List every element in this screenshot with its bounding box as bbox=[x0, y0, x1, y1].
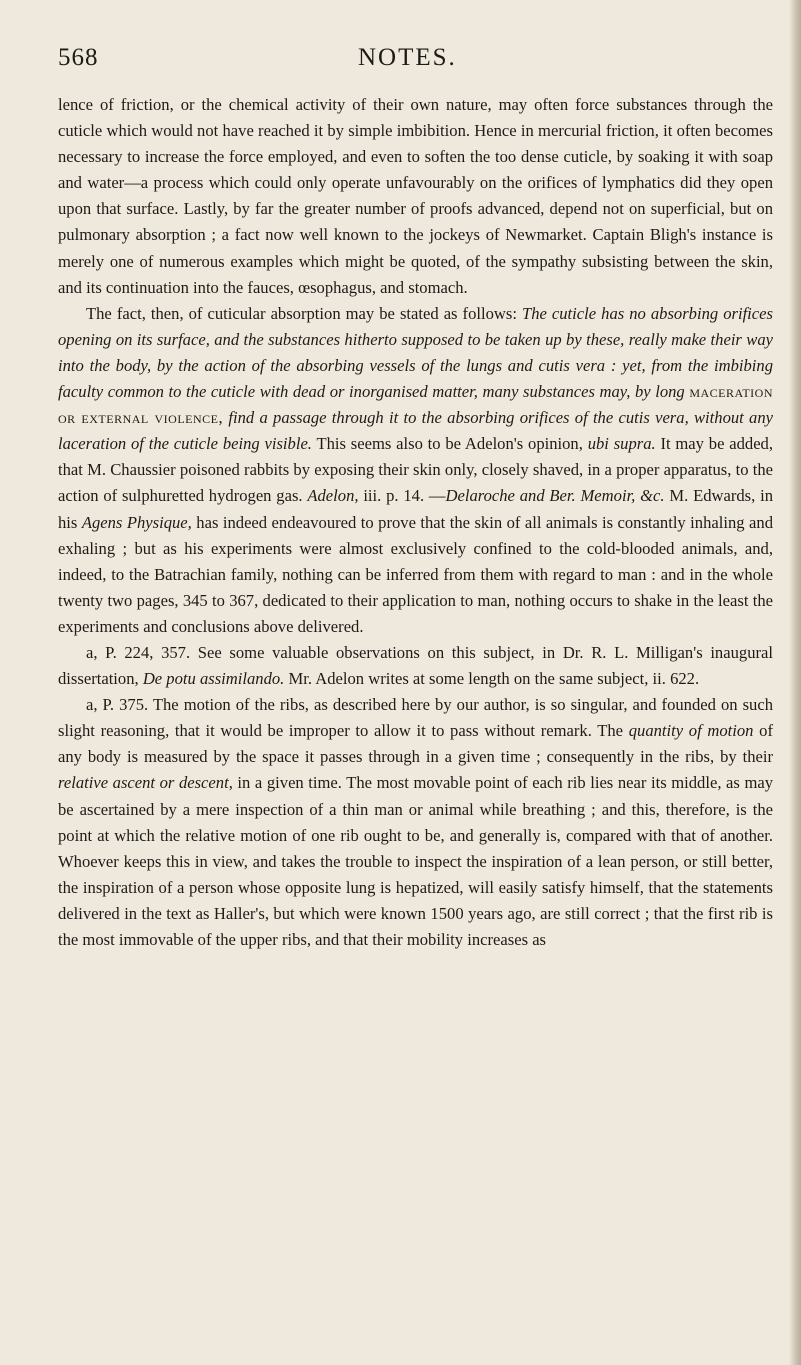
italic-text: Adelon, bbox=[307, 486, 359, 506]
book-page bbox=[58, 44, 773, 953]
italic-text: The cuticle has no absorbing orifices opening on its surface, and the substances hitherto supposed to be taken up by these, really make their way into the body, by the action of the absorbing vessels of the lungs and cutis vera : yet, from the imbibing faculty common to the cuticle with dead or inorganised matter, many substances may, by long bbox=[58, 303, 773, 402]
text-run: M. Edwards, in his bbox=[58, 486, 773, 532]
text-run: a, P. 375. The motion of the ribs, as described here by our author, is so singular, and founded on such slight reasoning, that it would be improper to allow it to pass without remark. The bbox=[58, 695, 773, 741]
text-run: a, P. 224, 357. See some valuable observations on this subject, in Dr. R. L. Milligan's inaugural dissertation, bbox=[58, 642, 773, 689]
italic-text: ubi supra. bbox=[587, 434, 656, 454]
italic-text: find a passage through it to the absorbing orifices of the cutis vera, without any laceration of the cuticle being visible. bbox=[58, 408, 773, 454]
paragraph-continuation: lence of friction, or the chemical activity of their own nature, may often force substances through the cuticle which would not have reached it by simple imbibition. Hence in mercurial friction, it often becomes necessary to increase the force employed, and even to soften the too dense cuticle, by soaking it with soap and water—a process which could only operate unfavourably on the orifices of lymphatics did they open upon that surface. Lastly, by far the greater number of proofs advanced, depend not on superficial, but on pulmonary absorption ; a fact now well known to the jockeys of Newmarket. Captain Bligh's instance is merely one of numerous examples which might be quoted, of the sympathy subsisting between the skin, and its continuation into the fauces, œsophagus, and stomach. bbox=[58, 95, 773, 297]
text-run: Mr. Adelon writes at some length on the same subject, ii. 622. bbox=[284, 669, 700, 689]
italic-text: Delaroche and Ber. Memoir, &c. bbox=[445, 486, 665, 506]
italic-text: Agens Physique, bbox=[81, 512, 192, 532]
page-edge-shadow bbox=[789, 0, 801, 1365]
italic-text: quantity of motion bbox=[628, 721, 754, 741]
italic-text: De potu assimilando. bbox=[142, 669, 285, 689]
text-run: iii. p. 14. — bbox=[358, 486, 446, 506]
paragraph-note-224 bbox=[58, 640, 773, 692]
page-number: 568 bbox=[58, 44, 99, 71]
text-run: It may be added, that M. Chaussier poisoned rabbits by exposing their skin only, closely shaved, in a proper apparatus, to the action of sulphuretted hydrogen gas. bbox=[58, 434, 774, 506]
text-run: of any body is measured by the space it passes through in a given time ; consequently in the ribs, by their bbox=[58, 721, 773, 767]
text-run: in a given time. The most movable point of each rib lies near its middle, as may be ascertained by a mere inspection of a thin man or animal while breathing ; and this, therefore, is the point at which the relative motion of one rib ought to be, and generally is, compared with that of another. Whoever keeps this in view, and takes the trouble to inspect the inspiration of a lean person, or still better, the inspiration of a person whose opposite lung is hepatized, will easily satisfy himself, that the statements delivered in the text as Haller's, but which were known 1500 years ago, are still correct ; that the first rib is the most immovable of the upper ribs, and that their mobility increases as bbox=[58, 773, 774, 949]
italic-text: relative ascent or descent, bbox=[58, 773, 233, 793]
text-run: This seems also to be Adelon's opinion, bbox=[311, 434, 588, 454]
small-caps-text: maceration or external violence, bbox=[58, 382, 773, 428]
paragraph-cuticular-absorption bbox=[58, 301, 773, 640]
page-header bbox=[58, 44, 773, 84]
paragraph-note-375 bbox=[58, 692, 773, 953]
running-head: NOTES. bbox=[358, 44, 457, 71]
text-run: The fact, then, of cuticular absorption may be stated as follows: bbox=[86, 303, 522, 323]
notes-body bbox=[58, 92, 773, 953]
text-run: has indeed endeavoured to prove that the skin of all animals is constantly inhaling and exhaling ; but as his experiments were almost exclusively confined to the cold-blooded animals, and, indeed, to the Batrachian family, nothing can be inferred from them with regard to man : and in the whole twenty two pages, 345 to 367, dedicated to their application to man, nothing occurs to shake in the least the experiments and conclusions above delivered. bbox=[58, 512, 773, 636]
